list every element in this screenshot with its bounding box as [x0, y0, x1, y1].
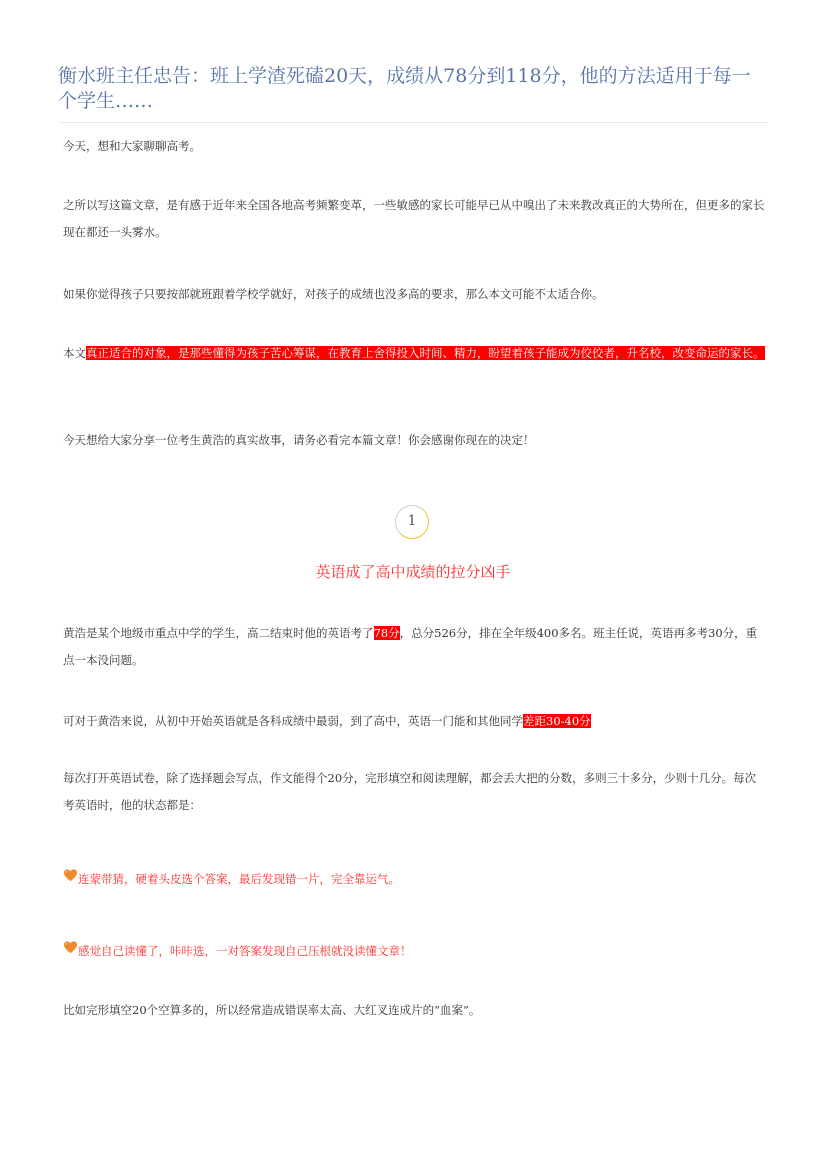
paragraph-student-intro [63, 620, 765, 674]
title-divider [58, 122, 768, 123]
article-title: 衡水班主任忠告：班上学渣死磕20天，成绩从78分到118分，他的方法适用于每一个学生…… [58, 65, 751, 112]
paragraph-prefix: 本文 [63, 346, 86, 360]
bullet-item [63, 866, 400, 893]
paragraph-english-gap [63, 708, 765, 735]
paragraph-not-suitable: 如果你觉得孩子只要按部就班跟着学校学就好，对孩子的成绩也没多高的要求，那么本文可能不太适合你。 [63, 287, 604, 301]
bullet-text: 连蒙带猜，硬着头皮选个答案，最后发现错一片，完全靠运气。 [78, 872, 400, 886]
highlighted-score: 78分 [373, 626, 400, 640]
paragraph-intro: 今天，想和大家聊聊高考。 [63, 139, 201, 153]
section-title: 英语成了高中成绩的拉分凶手 [315, 563, 511, 581]
highlighted-text: 真正适合的对象，是那些懂得为孩子苦心筹谋，在教育上舍得投入时间、精力，盼望着孩子能成为佼佼者，升名校，改变命运的家长。 [86, 346, 765, 360]
section-number-badge: 1 [395, 505, 429, 539]
paragraph-reason: 之所以写这篇文章，是有感于近年来全国各地高考频繁变革，一些敏感的家长可能早已从中嗅出了未来教改真正的大势所在，但更多的家长现在都还一头雾水。 [63, 198, 765, 239]
highlighted-gap: 差距30-40分 [523, 714, 591, 728]
text-segment: 黄浩是某个地级市重点中学的学生，高二结束时他的英语考了 [63, 626, 374, 640]
heart-icon [63, 940, 78, 955]
paragraph-exam-state: 每次打开英语试卷，除了选择题会写点，作文能得个20分，完形填空和阅读理解，都会丢大把的分数，多则三十多分，少则十几分。每次考英语时，他的状态都是： [63, 771, 757, 812]
bullet-text: 感觉自己读懂了，咔咔选，一对答案发现自己压根就没读懂文章！ [78, 944, 412, 958]
paragraph-target-audience [63, 340, 765, 367]
bullet-item [63, 938, 412, 965]
heart-icon [63, 868, 78, 883]
text-segment: 可对于黄浩来说，从初中开始英语就是各科成绩中最弱，到了高中，英语一门能和其他同学 [63, 714, 523, 728]
paragraph-story-intro: 今天想给大家分享一位考生黄浩的真实故事，请务必看完本篇文章！你会感谢你现在的决定！ [63, 433, 535, 447]
text-segment: ，总分526分，排在全年级400多名。班主任说，英语再多考30分，重点一本没问题。 [63, 626, 758, 667]
paragraph-cloze-example: 比如完形填空20个空算多的，所以经常造成错误率太高、大红叉连成片的“血案”。 [63, 1003, 481, 1017]
